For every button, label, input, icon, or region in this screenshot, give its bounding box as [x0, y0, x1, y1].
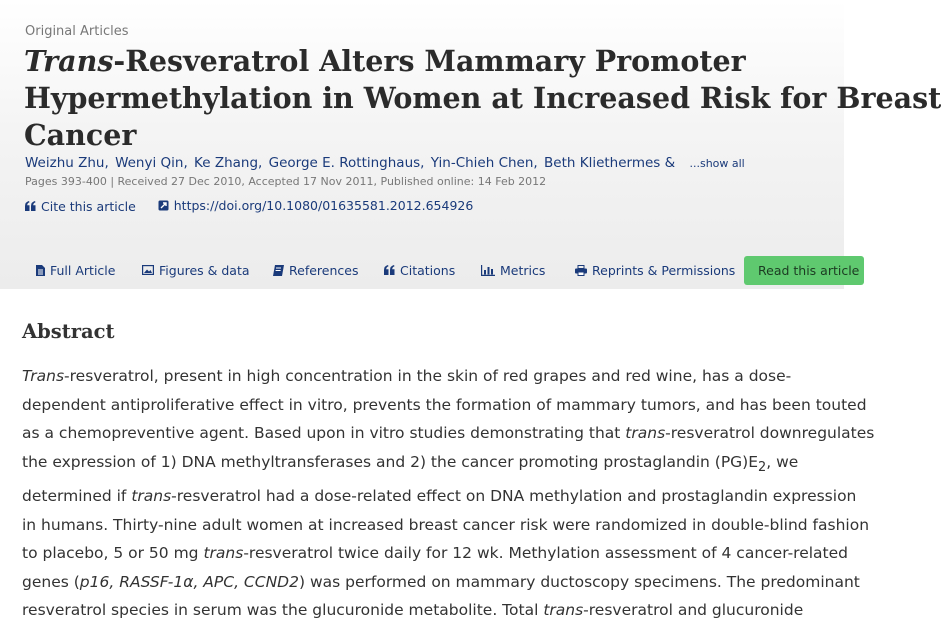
author-link[interactable]: Yin-Chieh Chen, [430, 155, 538, 171]
author-link[interactable]: Beth Kliethermes & [544, 155, 676, 171]
abstract-line: to placebo, 5 or 50 mg [22, 544, 204, 563]
quote-icon [384, 265, 395, 275]
doi-link[interactable] [158, 198, 474, 213]
publication-meta: Pages 393-400 | Received 27 Dec 2010, Accepted 17 Nov 2011, Published online: 14 Feb 2012 [25, 175, 547, 188]
abstract-italic: p16, RASSF-1α, APC, CCND2 [79, 572, 299, 591]
author-link[interactable]: Wenyi Qin, [115, 155, 188, 171]
document-icon [36, 265, 45, 276]
tab-figures-data[interactable] [142, 256, 250, 284]
abstract-line: -resveratrol downregulates [665, 424, 875, 442]
tab-citations[interactable] [384, 256, 455, 284]
doi-label: https://doi.org/10.1080/01635581.2012.654926 [173, 198, 474, 213]
abstract-line: -resveratrol twice daily for 12 wk. Methylation assessment of 4 cancer-related [243, 544, 849, 563]
abstract-line: in humans. Thirty-nine adult women at increased breast cancer risk were randomized in double-blind fashion [22, 515, 870, 534]
cite-link[interactable] [25, 199, 136, 214]
tab-label: Figures & data [159, 262, 250, 278]
quote-icon [25, 201, 36, 211]
abstract-line: resveratrol species in serum was the glucuronide metabolite. Total [22, 601, 544, 620]
abstract-line: dependent antiproliferative effect in vitro, prevents the formation of mammary tumors, and has been touted [22, 395, 867, 414]
bar-chart-icon [481, 265, 495, 276]
read-article-button[interactable]: Read this article [744, 256, 864, 285]
abstract-line: as a chemopreventive agent. Based upon in vitro studies demonstrating that [22, 424, 626, 442]
abstract-italic: trans [203, 544, 244, 563]
title-line1: -Resveratrol Alters Mammary Promoter [113, 44, 746, 78]
abstract-italic: trans [131, 487, 172, 506]
title-line3: Cancer [24, 118, 137, 152]
tab-full-article[interactable] [36, 256, 115, 284]
article-links [25, 198, 491, 214]
abstract-italic: trans [625, 424, 666, 442]
tab-label: Reprints & Permissions [592, 262, 736, 278]
tab-metrics[interactable] [481, 256, 545, 284]
tab-label: Citations [400, 262, 456, 278]
tab-label: Full Article [50, 262, 116, 278]
tab-reprints-permissions[interactable] [575, 256, 735, 284]
abstract-italic: trans [543, 601, 584, 620]
title-italic: Trans [24, 44, 114, 78]
abstract-line: -resveratrol and glucuronide [583, 601, 804, 620]
tab-label: Metrics [500, 262, 546, 278]
print-icon [575, 265, 587, 276]
abstract-text [22, 362, 875, 625]
author-link[interactable]: George E. Rottinghaus, [268, 155, 425, 171]
article-tabs [0, 256, 844, 286]
abstract-subscript: 2 [758, 459, 767, 475]
image-icon [142, 265, 154, 275]
book-icon [273, 265, 284, 276]
author-list [25, 155, 745, 171]
cite-label: Cite this article [41, 198, 136, 214]
tab-label: References [289, 262, 359, 278]
abstract-line: genes ( [22, 572, 80, 591]
article-title [24, 43, 941, 154]
abstract-line: -resveratrol had a dose-related effect on DNA methylation and prostaglandin expression [171, 487, 857, 506]
author-link[interactable]: Weizhu Zhu, [25, 155, 109, 171]
title-line2: Hypermethylation in Women at Increased Risk for Breast [24, 81, 941, 115]
abstract-line: ) was performed on mammary ductoscopy specimens. The predominant [298, 572, 860, 591]
abstract-line: , we [766, 452, 799, 471]
author-link[interactable]: Ke Zhang, [194, 155, 263, 171]
abstract-heading: Abstract [22, 320, 115, 343]
section-label: Original Articles [25, 24, 129, 39]
abstract-italic: Trans [22, 367, 65, 385]
tab-references[interactable] [273, 256, 358, 284]
abstract-line: determined if [22, 487, 132, 506]
external-link-icon [158, 200, 169, 211]
abstract-line: the expression of 1) DNA methyltransferases and 2) the cancer promoting prostaglandin (PG)E [22, 452, 759, 471]
show-all-authors-link[interactable]: ...show all [689, 157, 745, 170]
abstract-line: -resveratrol, present in high concentration in the skin of red grapes and red wine, has a dose- [64, 367, 792, 385]
